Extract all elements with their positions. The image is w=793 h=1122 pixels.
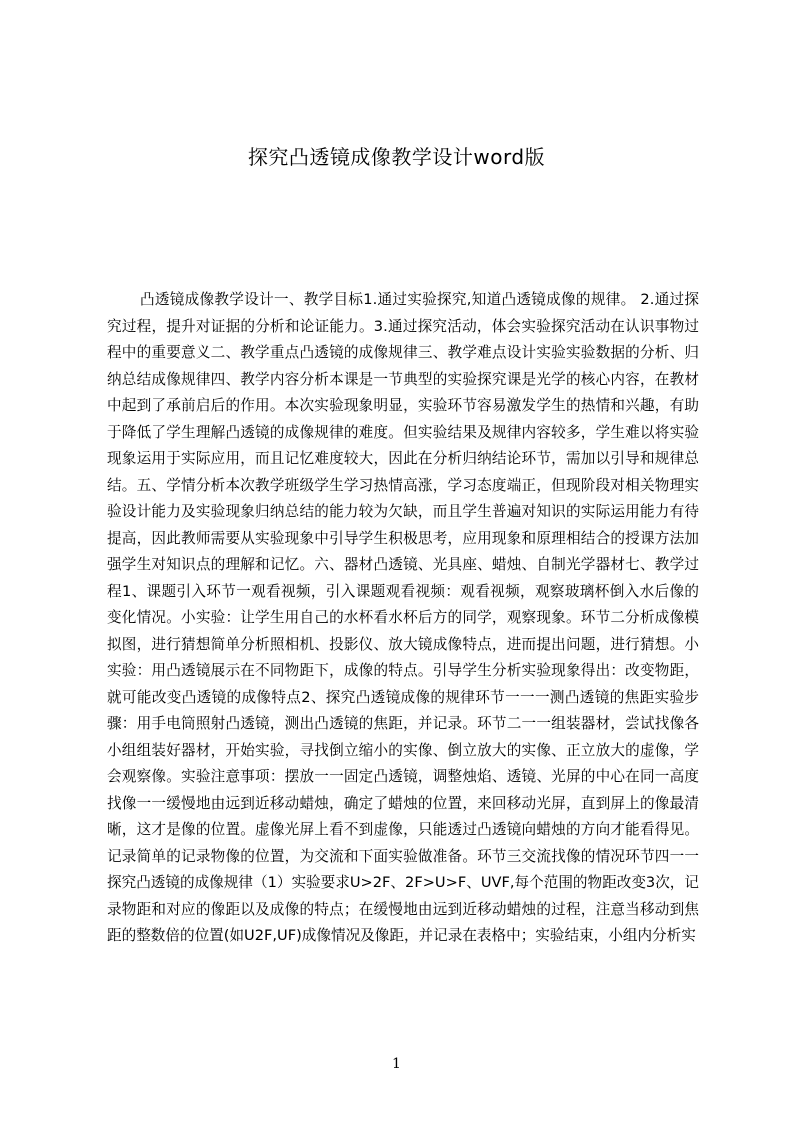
page-number: 1 [392,1056,401,1072]
document-title: 探究凸透镜成像教学设计word版 [247,145,546,169]
document-body-paragraph: 凸透镜成像教学设计一、教学目标1.通过实验探究,知道凸透镜成像的规律。 2.通过探究过程，提升对证据的分析和论证能力。3.通过探究活动，体会实验探究活动在认识事物过程中的重要意义二、教学重点凸透镜的成像规律三、教学难点设计实验实验数据的分析、归纳总结成像规律四、教学内容分析本课是一节典型的实验探究课是光学的核心内容，在教材中起到了承前启后的作用。本次实验现象明显，实验环节容易激发学生的热情和兴趣，有助于降低了学生理解凸透镜的成像规律的难度。但实验结果及规律内容较多，学生难以将实验现象运用于实际应用，而且记忆难度较大，因此在分析归纳结论环节，需加以引导和规律总结。五、学情分析本次教学班级学生学习热情高涨，学习态度端正，但现阶段对相关物理实验设计能力及实验现象归纳总结的能力较为欠缺，而且学生普遍对知识的实际运用能力有待提高，因此教师需要从实验现象中引导学生积极思考，应用现象和原理相结合的授课方法加强学生对知识点的理解和记忆。六、器材凸透镜、光具座、蜡烛、自制光学器材七、教学过程1、课题引入环节一观看视频，引入课题观看视频：观看视频，观察玻璃杯倒入水后像的变化情况。小实验：让学生用自己的水杯看水杯后方的同学，观察现象。环节二分析成像模拟图，进行猜想简单分析照相机、投影仪、放大镜成像特点，进而提出问题，进行猜想。小实验：用凸透镜展示在不同物距下，成像的特点。引导学生分析实验现象得出：改变物距，就可能改变凸透镜的成像特点2、探究凸透镜成像的规律环节一一一测凸透镜的焦距实验步骤：用手电筒照射凸透镜，测出凸透镜的焦距，并记录。环节二一一组装器材，尝试找像各小组组装好器材，开始实验，寻找倒立缩小的实像、倒立放大的实像、正立放大的虚像，学会观察像。实验注意事项：摆放一一固定凸透镜，调整烛焰、透镜、光屏的中心在同一高度找像一一缓慢地由远到近移动蜡烛，确定了蜡烛的位置，来回移动光屏，直到屏上的像最清晰，这才是像的位置。虚像光屏上看不到虚像，只能透过凸透镜向蜡烛的方向才能看得见。记录简单的记录物像的位置，为交流和下面实验做准备。环节三交流找像的情况环节四一一探究凸透镜的成像规律（1）实验要求U>2F、2F>U>F、UVF,每个范围的物距改变3次，记录物距和对应的像距以及成像的特点；在缓慢地由远到近移动蜡烛的过程，注意当移动到焦距的整数倍的位置(如U2F,UF)成像情况及像距，并记录在表格中；实验结束，小组内分析实 [107,291,699,944]
